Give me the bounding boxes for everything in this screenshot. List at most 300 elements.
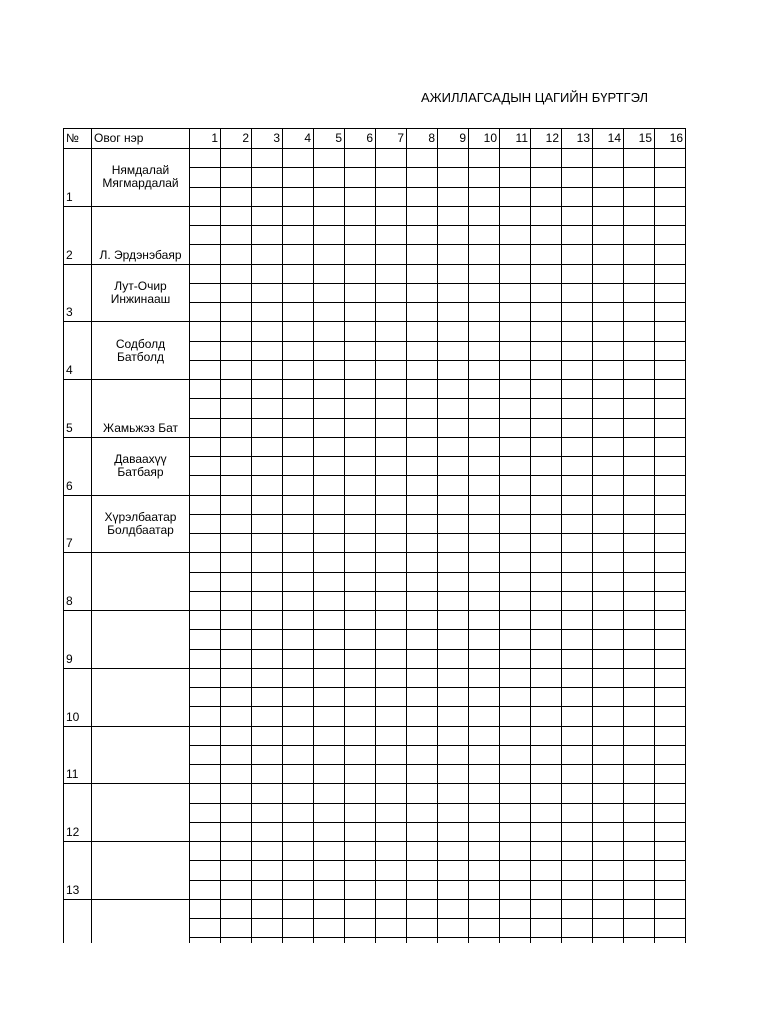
hours-cell[interactable]	[655, 630, 686, 649]
hours-cell[interactable]	[624, 322, 655, 341]
hours-cell[interactable]	[655, 457, 686, 476]
hours-cell[interactable]	[531, 303, 562, 322]
hours-cell[interactable]	[655, 476, 686, 495]
hours-cell[interactable]	[562, 899, 593, 918]
hours-cell[interactable]	[376, 380, 407, 399]
hours-cell[interactable]	[593, 534, 624, 553]
hours-cell[interactable]	[283, 861, 314, 880]
hours-cell[interactable]	[500, 226, 531, 245]
hours-cell[interactable]	[593, 842, 624, 861]
hours-cell[interactable]	[345, 226, 376, 245]
hours-cell[interactable]	[562, 668, 593, 687]
hours-cell[interactable]	[314, 476, 345, 495]
employee-name[interactable]	[92, 726, 190, 784]
hours-cell[interactable]	[407, 264, 438, 283]
hours-cell[interactable]	[469, 226, 500, 245]
hours-cell[interactable]	[314, 611, 345, 630]
hours-cell[interactable]	[407, 630, 438, 649]
hours-cell[interactable]	[500, 283, 531, 302]
hours-cell[interactable]	[562, 553, 593, 572]
hours-cell[interactable]	[593, 168, 624, 187]
hours-cell[interactable]	[438, 630, 469, 649]
hours-cell[interactable]	[593, 880, 624, 899]
hours-cell[interactable]	[345, 745, 376, 764]
hours-cell[interactable]	[345, 572, 376, 591]
hours-cell[interactable]	[345, 495, 376, 514]
hours-cell[interactable]	[624, 765, 655, 784]
hours-cell[interactable]	[624, 187, 655, 206]
hours-cell[interactable]	[283, 726, 314, 745]
hours-cell[interactable]	[314, 938, 345, 943]
hours-cell[interactable]	[438, 726, 469, 745]
hours-cell[interactable]	[655, 861, 686, 880]
hours-cell[interactable]	[469, 745, 500, 764]
hours-cell[interactable]	[655, 765, 686, 784]
hours-cell[interactable]	[655, 938, 686, 943]
hours-cell[interactable]	[407, 707, 438, 726]
hours-cell[interactable]	[531, 495, 562, 514]
hours-cell[interactable]	[283, 534, 314, 553]
hours-cell[interactable]	[500, 149, 531, 168]
hours-cell[interactable]	[624, 495, 655, 514]
hours-cell[interactable]	[562, 245, 593, 264]
hours-cell[interactable]	[500, 553, 531, 572]
hours-cell[interactable]	[376, 168, 407, 187]
hours-cell[interactable]	[376, 264, 407, 283]
hours-cell[interactable]	[345, 707, 376, 726]
hours-cell[interactable]	[438, 861, 469, 880]
hours-cell[interactable]	[438, 707, 469, 726]
hours-cell[interactable]	[314, 842, 345, 861]
hours-cell[interactable]	[190, 226, 221, 245]
hours-cell[interactable]	[407, 880, 438, 899]
hours-cell[interactable]	[221, 707, 252, 726]
hours-cell[interactable]	[252, 226, 283, 245]
hours-cell[interactable]	[655, 707, 686, 726]
hours-cell[interactable]	[500, 919, 531, 938]
hours-cell[interactable]	[407, 380, 438, 399]
hours-cell[interactable]	[190, 534, 221, 553]
hours-cell[interactable]	[407, 553, 438, 572]
hours-cell[interactable]	[221, 938, 252, 943]
hours-cell[interactable]	[562, 534, 593, 553]
hours-cell[interactable]	[221, 668, 252, 687]
employee-name[interactable]	[92, 322, 190, 380]
hours-cell[interactable]	[655, 303, 686, 322]
hours-cell[interactable]	[593, 726, 624, 745]
hours-cell[interactable]	[655, 668, 686, 687]
hours-cell[interactable]	[407, 226, 438, 245]
hours-cell[interactable]	[531, 476, 562, 495]
hours-cell[interactable]	[593, 591, 624, 610]
hours-cell[interactable]	[376, 822, 407, 841]
hours-cell[interactable]	[376, 726, 407, 745]
hours-cell[interactable]	[469, 476, 500, 495]
hours-cell[interactable]	[190, 168, 221, 187]
hours-cell[interactable]	[190, 668, 221, 687]
hours-cell[interactable]	[469, 514, 500, 533]
hours-cell[interactable]	[593, 264, 624, 283]
hours-cell[interactable]	[593, 745, 624, 764]
hours-cell[interactable]	[531, 591, 562, 610]
hours-cell[interactable]	[655, 437, 686, 456]
hours-cell[interactable]	[562, 745, 593, 764]
hours-cell[interactable]	[500, 245, 531, 264]
hours-cell[interactable]	[562, 341, 593, 360]
hours-cell[interactable]	[438, 688, 469, 707]
hours-cell[interactable]	[624, 534, 655, 553]
hours-cell[interactable]	[345, 726, 376, 745]
hours-cell[interactable]	[283, 341, 314, 360]
hours-cell[interactable]	[624, 745, 655, 764]
hours-cell[interactable]	[562, 591, 593, 610]
hours-cell[interactable]	[593, 495, 624, 514]
hours-cell[interactable]	[500, 630, 531, 649]
hours-cell[interactable]	[531, 707, 562, 726]
hours-cell[interactable]	[500, 668, 531, 687]
hours-cell[interactable]	[190, 418, 221, 437]
hours-cell[interactable]	[314, 399, 345, 418]
hours-cell[interactable]	[190, 149, 221, 168]
hours-cell[interactable]	[376, 495, 407, 514]
hours-cell[interactable]	[593, 283, 624, 302]
hours-cell[interactable]	[593, 765, 624, 784]
hours-cell[interactable]	[376, 745, 407, 764]
hours-cell[interactable]	[376, 322, 407, 341]
hours-cell[interactable]	[221, 303, 252, 322]
employee-name[interactable]	[92, 553, 190, 611]
hours-cell[interactable]	[376, 765, 407, 784]
hours-cell[interactable]	[655, 168, 686, 187]
employee-name[interactable]	[92, 611, 190, 669]
hours-cell[interactable]	[469, 322, 500, 341]
hours-cell[interactable]	[562, 919, 593, 938]
hours-cell[interactable]	[469, 726, 500, 745]
hours-cell[interactable]	[624, 437, 655, 456]
hours-cell[interactable]	[221, 168, 252, 187]
hours-cell[interactable]	[283, 437, 314, 456]
hours-cell[interactable]	[438, 187, 469, 206]
hours-cell[interactable]	[190, 745, 221, 764]
hours-cell[interactable]	[655, 649, 686, 668]
hours-cell[interactable]	[252, 765, 283, 784]
hours-cell[interactable]	[407, 206, 438, 225]
hours-cell[interactable]	[407, 495, 438, 514]
hours-cell[interactable]	[438, 553, 469, 572]
hours-cell[interactable]	[314, 226, 345, 245]
hours-cell[interactable]	[593, 572, 624, 591]
hours-cell[interactable]	[345, 591, 376, 610]
hours-cell[interactable]	[221, 341, 252, 360]
hours-cell[interactable]	[252, 322, 283, 341]
hours-cell[interactable]	[283, 880, 314, 899]
hours-cell[interactable]	[376, 226, 407, 245]
hours-cell[interactable]	[655, 591, 686, 610]
hours-cell[interactable]	[283, 149, 314, 168]
hours-cell[interactable]	[314, 168, 345, 187]
hours-cell[interactable]	[531, 380, 562, 399]
hours-cell[interactable]	[345, 611, 376, 630]
hours-cell[interactable]	[252, 880, 283, 899]
hours-cell[interactable]	[221, 476, 252, 495]
hours-cell[interactable]	[407, 418, 438, 437]
hours-cell[interactable]	[252, 630, 283, 649]
hours-cell[interactable]	[562, 938, 593, 943]
hours-cell[interactable]	[531, 899, 562, 918]
hours-cell[interactable]	[500, 168, 531, 187]
hours-cell[interactable]	[221, 283, 252, 302]
hours-cell[interactable]	[345, 649, 376, 668]
hours-cell[interactable]	[593, 303, 624, 322]
hours-cell[interactable]	[345, 668, 376, 687]
hours-cell[interactable]	[438, 226, 469, 245]
hours-cell[interactable]	[469, 149, 500, 168]
hours-cell[interactable]	[283, 514, 314, 533]
hours-cell[interactable]	[221, 899, 252, 918]
hours-cell[interactable]	[469, 688, 500, 707]
hours-cell[interactable]	[624, 514, 655, 533]
hours-cell[interactable]	[593, 245, 624, 264]
hours-cell[interactable]	[314, 187, 345, 206]
hours-cell[interactable]	[221, 861, 252, 880]
hours-cell[interactable]	[283, 668, 314, 687]
hours-cell[interactable]	[252, 861, 283, 880]
hours-cell[interactable]	[283, 784, 314, 803]
hours-cell[interactable]	[221, 784, 252, 803]
hours-cell[interactable]	[531, 784, 562, 803]
hours-cell[interactable]	[562, 149, 593, 168]
employee-name[interactable]	[92, 380, 190, 438]
hours-cell[interactable]	[407, 688, 438, 707]
hours-cell[interactable]	[500, 765, 531, 784]
hours-cell[interactable]	[438, 572, 469, 591]
hours-cell[interactable]	[562, 630, 593, 649]
hours-cell[interactable]	[190, 803, 221, 822]
hours-cell[interactable]	[655, 745, 686, 764]
employee-name[interactable]	[92, 842, 190, 900]
hours-cell[interactable]	[345, 861, 376, 880]
hours-cell[interactable]	[562, 206, 593, 225]
hours-cell[interactable]	[438, 303, 469, 322]
hours-cell[interactable]	[500, 341, 531, 360]
hours-cell[interactable]	[190, 380, 221, 399]
hours-cell[interactable]	[190, 765, 221, 784]
hours-cell[interactable]	[376, 880, 407, 899]
hours-cell[interactable]	[655, 322, 686, 341]
hours-cell[interactable]	[469, 457, 500, 476]
hours-cell[interactable]	[376, 303, 407, 322]
hours-cell[interactable]	[407, 514, 438, 533]
hours-cell[interactable]	[438, 418, 469, 437]
hours-cell[interactable]	[190, 264, 221, 283]
hours-cell[interactable]	[407, 726, 438, 745]
hours-cell[interactable]	[469, 245, 500, 264]
hours-cell[interactable]	[314, 149, 345, 168]
hours-cell[interactable]	[624, 611, 655, 630]
hours-cell[interactable]	[624, 399, 655, 418]
hours-cell[interactable]	[593, 861, 624, 880]
hours-cell[interactable]	[500, 784, 531, 803]
hours-cell[interactable]	[438, 476, 469, 495]
hours-cell[interactable]	[593, 437, 624, 456]
hours-cell[interactable]	[438, 938, 469, 943]
employee-name[interactable]	[92, 437, 190, 495]
hours-cell[interactable]	[314, 264, 345, 283]
hours-cell[interactable]	[655, 688, 686, 707]
hours-cell[interactable]	[469, 283, 500, 302]
hours-cell[interactable]	[190, 360, 221, 379]
hours-cell[interactable]	[624, 861, 655, 880]
hours-cell[interactable]	[655, 380, 686, 399]
hours-cell[interactable]	[252, 534, 283, 553]
hours-cell[interactable]	[376, 514, 407, 533]
hours-cell[interactable]	[531, 668, 562, 687]
hours-cell[interactable]	[190, 649, 221, 668]
hours-cell[interactable]	[531, 399, 562, 418]
hours-cell[interactable]	[407, 187, 438, 206]
hours-cell[interactable]	[593, 822, 624, 841]
hours-cell[interactable]	[531, 418, 562, 437]
hours-cell[interactable]	[221, 418, 252, 437]
hours-cell[interactable]	[593, 919, 624, 938]
hours-cell[interactable]	[376, 534, 407, 553]
hours-cell[interactable]	[407, 437, 438, 456]
hours-cell[interactable]	[314, 380, 345, 399]
hours-cell[interactable]	[190, 822, 221, 841]
hours-cell[interactable]	[252, 380, 283, 399]
hours-cell[interactable]	[345, 938, 376, 943]
hours-cell[interactable]	[407, 399, 438, 418]
hours-cell[interactable]	[283, 591, 314, 610]
hours-cell[interactable]	[655, 572, 686, 591]
hours-cell[interactable]	[190, 322, 221, 341]
hours-cell[interactable]	[500, 938, 531, 943]
hours-cell[interactable]	[221, 322, 252, 341]
hours-cell[interactable]	[438, 822, 469, 841]
hours-cell[interactable]	[593, 553, 624, 572]
hours-cell[interactable]	[438, 765, 469, 784]
hours-cell[interactable]	[469, 168, 500, 187]
hours-cell[interactable]	[407, 803, 438, 822]
hours-cell[interactable]	[221, 880, 252, 899]
hours-cell[interactable]	[655, 245, 686, 264]
hours-cell[interactable]	[345, 187, 376, 206]
hours-cell[interactable]	[531, 880, 562, 899]
hours-cell[interactable]	[469, 803, 500, 822]
hours-cell[interactable]	[438, 437, 469, 456]
hours-cell[interactable]	[624, 149, 655, 168]
hours-cell[interactable]	[407, 149, 438, 168]
hours-cell[interactable]	[407, 534, 438, 553]
hours-cell[interactable]	[345, 206, 376, 225]
hours-cell[interactable]	[562, 572, 593, 591]
hours-cell[interactable]	[345, 630, 376, 649]
hours-cell[interactable]	[655, 553, 686, 572]
hours-cell[interactable]	[500, 303, 531, 322]
hours-cell[interactable]	[593, 187, 624, 206]
hours-cell[interactable]	[624, 457, 655, 476]
hours-cell[interactable]	[500, 822, 531, 841]
hours-cell[interactable]	[500, 572, 531, 591]
hours-cell[interactable]	[407, 168, 438, 187]
hours-cell[interactable]	[531, 745, 562, 764]
employee-name[interactable]	[92, 264, 190, 322]
hours-cell[interactable]	[283, 380, 314, 399]
hours-cell[interactable]	[562, 649, 593, 668]
hours-cell[interactable]	[283, 553, 314, 572]
hours-cell[interactable]	[624, 418, 655, 437]
hours-cell[interactable]	[531, 360, 562, 379]
hours-cell[interactable]	[531, 206, 562, 225]
hours-cell[interactable]	[593, 938, 624, 943]
hours-cell[interactable]	[314, 495, 345, 514]
hours-cell[interactable]	[593, 226, 624, 245]
hours-cell[interactable]	[438, 245, 469, 264]
hours-cell[interactable]	[624, 360, 655, 379]
hours-cell[interactable]	[562, 399, 593, 418]
hours-cell[interactable]	[314, 919, 345, 938]
hours-cell[interactable]	[190, 861, 221, 880]
hours-cell[interactable]	[407, 668, 438, 687]
employee-name[interactable]	[92, 668, 190, 726]
hours-cell[interactable]	[221, 534, 252, 553]
hours-cell[interactable]	[469, 784, 500, 803]
hours-cell[interactable]	[655, 226, 686, 245]
hours-cell[interactable]	[190, 437, 221, 456]
hours-cell[interactable]	[531, 283, 562, 302]
hours-cell[interactable]	[469, 765, 500, 784]
hours-cell[interactable]	[252, 688, 283, 707]
hours-cell[interactable]	[438, 495, 469, 514]
hours-cell[interactable]	[221, 919, 252, 938]
hours-cell[interactable]	[438, 380, 469, 399]
hours-cell[interactable]	[624, 899, 655, 918]
hours-cell[interactable]	[531, 611, 562, 630]
hours-cell[interactable]	[562, 495, 593, 514]
hours-cell[interactable]	[624, 380, 655, 399]
hours-cell[interactable]	[531, 437, 562, 456]
hours-cell[interactable]	[252, 495, 283, 514]
hours-cell[interactable]	[345, 899, 376, 918]
hours-cell[interactable]	[624, 919, 655, 938]
hours-cell[interactable]	[500, 534, 531, 553]
hours-cell[interactable]	[469, 707, 500, 726]
hours-cell[interactable]	[252, 149, 283, 168]
hours-cell[interactable]	[593, 630, 624, 649]
hours-cell[interactable]	[252, 206, 283, 225]
hours-cell[interactable]	[376, 842, 407, 861]
hours-cell[interactable]	[283, 765, 314, 784]
hours-cell[interactable]	[345, 322, 376, 341]
hours-cell[interactable]	[314, 880, 345, 899]
hours-cell[interactable]	[500, 611, 531, 630]
hours-cell[interactable]	[469, 303, 500, 322]
hours-cell[interactable]	[314, 360, 345, 379]
hours-cell[interactable]	[593, 206, 624, 225]
hours-cell[interactable]	[345, 303, 376, 322]
hours-cell[interactable]	[438, 399, 469, 418]
hours-cell[interactable]	[252, 822, 283, 841]
hours-cell[interactable]	[345, 784, 376, 803]
employee-name[interactable]	[92, 495, 190, 553]
hours-cell[interactable]	[252, 168, 283, 187]
hours-cell[interactable]	[407, 822, 438, 841]
hours-cell[interactable]	[593, 457, 624, 476]
hours-cell[interactable]	[624, 842, 655, 861]
hours-cell[interactable]	[314, 899, 345, 918]
hours-cell[interactable]	[624, 668, 655, 687]
hours-cell[interactable]	[190, 187, 221, 206]
